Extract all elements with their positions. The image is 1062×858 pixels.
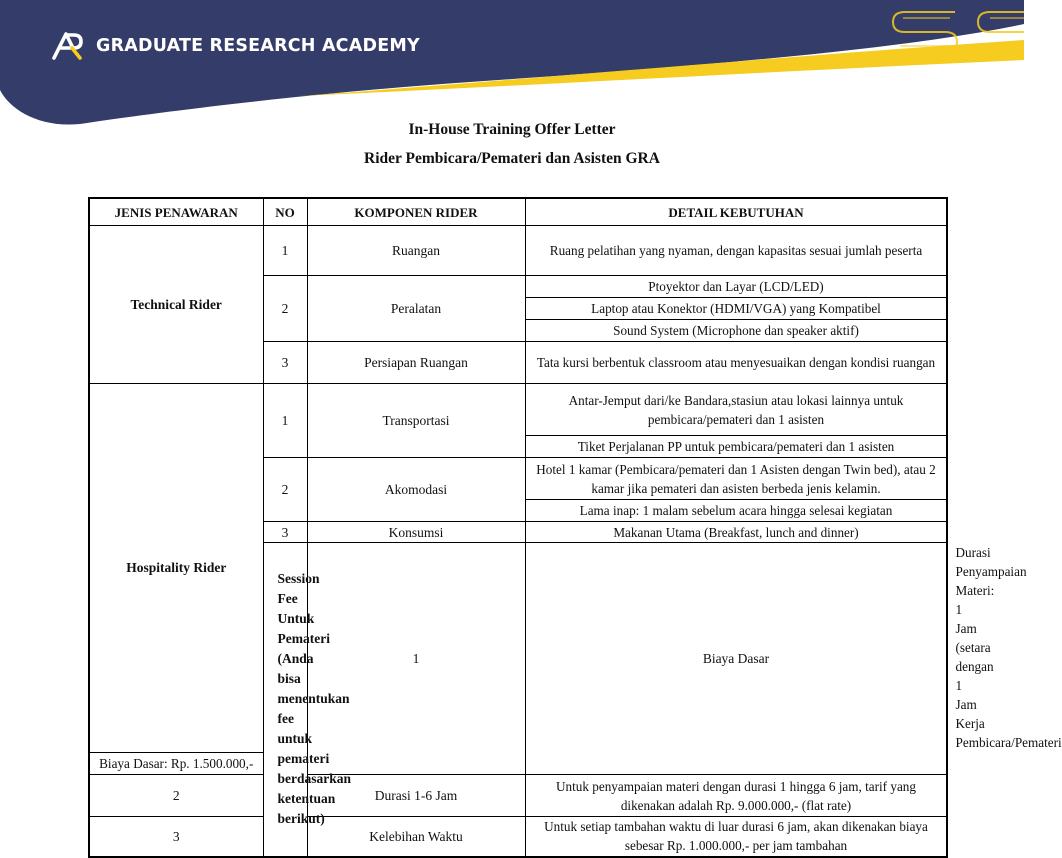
detail-cell: Ruang pelatihan yang nyaman, dengan kapasitas sesuai jumlah peserta: [525, 226, 947, 276]
detail-cell: Sound System (Microphone dan speaker aktif): [525, 320, 947, 342]
detail-cell: Untuk penyampaian materi dengan durasi 1 hingga 6 jam, tarif yang dikenakan adalah Rp. 9.000.000,- (flat rate): [525, 775, 947, 817]
component-name: Durasi 1-6 Jam: [307, 775, 525, 817]
brand-name: GRADUATE RESEARCH ACADEMY: [96, 36, 420, 56]
column-header-jenis: JENIS PENAWARAN: [89, 198, 263, 226]
table-row: [89, 775, 947, 817]
component-no: 1: [307, 543, 525, 775]
component-no: 3: [263, 522, 307, 543]
detail-cell: Untuk setiap tambahan waktu di luar durasi 6 jam, akan dikenakan biaya sebesar Rp. 1.000.000,- per jam tambahan: [525, 817, 947, 857]
detail-cell: Tata kursi berbentuk classroom atau menyesuaikan dengan kondisi ruangan: [525, 342, 947, 384]
group-hospitality-rider: Hospitality Rider: [89, 384, 263, 753]
component-no: 2: [89, 775, 263, 817]
component-name: Transportasi: [307, 384, 525, 458]
detail-cell: Ptoyektor dan Layar (LCD/LED): [525, 276, 947, 298]
component-no: 1: [263, 384, 307, 458]
document-title: In-House Training Offer Letter: [408, 121, 616, 138]
component-no: 3: [89, 817, 263, 857]
table-row: Session Fee Untuk Pemateri (Anda bisa menentukan fee untuk pemateri berdasarkan ketentuan berikut) 1 Biaya Dasar Durasi Penyampaian Materi: 1 Jam (setara dengan 1 Jam Kerja Pembicara/Pemateri: [89, 543, 947, 753]
document-heading: [0, 118, 1024, 171]
group-technical-rider: Technical Rider: [89, 226, 263, 384]
column-header-detail: DETAIL KEBUTUHAN: [525, 198, 947, 226]
component-no: 1: [263, 226, 307, 276]
component-name: Biaya Dasar: [525, 543, 947, 775]
detail-cell: Biaya Dasar: Rp. 1.500.000,-: [89, 753, 263, 775]
component-no: 3: [263, 342, 307, 384]
component-name: Kelebihan Waktu: [307, 817, 525, 857]
detail-cell: Lama inap: 1 malam sebelum acara hingga selesai kegiatan: [525, 500, 947, 522]
table-row: [89, 226, 947, 276]
header-banner: [0, 0, 1024, 130]
component-no: 2: [263, 276, 307, 342]
document-subtitle: Rider Pembicara/Pemateri dan Asisten GRA: [364, 150, 660, 167]
component-name: Persiapan Ruangan: [307, 342, 525, 384]
detail-cell: Laptop atau Konektor (HDMI/VGA) yang Kompatibel: [525, 298, 947, 320]
rider-table: [88, 197, 1062, 858]
detail-cell: Tiket Perjalanan PP untuk pembicara/pemateri dan 1 asisten: [525, 436, 947, 458]
component-name: Peralatan: [307, 276, 525, 342]
column-header-komponen: KOMPONEN RIDER: [307, 198, 525, 226]
component-name: Konsumsi: [307, 522, 525, 543]
detail-cell: Hotel 1 kamar (Pembicara/pemateri dan 1 Asisten dengan Twin bed), atau 2 kamar jika pemateri dan asisten berbeda jenis kelamin.: [525, 458, 947, 500]
column-header-no: NO: [263, 198, 307, 226]
detail-cell: Makanan Utama (Breakfast, lunch and dinner): [525, 522, 947, 543]
component-name: Ruangan: [307, 226, 525, 276]
table-row: [89, 384, 947, 436]
detail-cell: Antar-Jemput dari/ke Bandara,stasiun atau lokasi lainnya untuk pembicara/pemateri dan 1 asisten: [525, 384, 947, 436]
gra-logo-icon: [52, 31, 86, 61]
table-header-row: [89, 198, 947, 226]
component-no: 2: [263, 458, 307, 522]
group-session-fee: Session Fee Untuk Pemateri (Anda bisa menentukan fee untuk pemateri berdasarkan ketentuan berikut): [263, 543, 307, 857]
component-name: Akomodasi: [307, 458, 525, 522]
table-row: [89, 817, 947, 857]
